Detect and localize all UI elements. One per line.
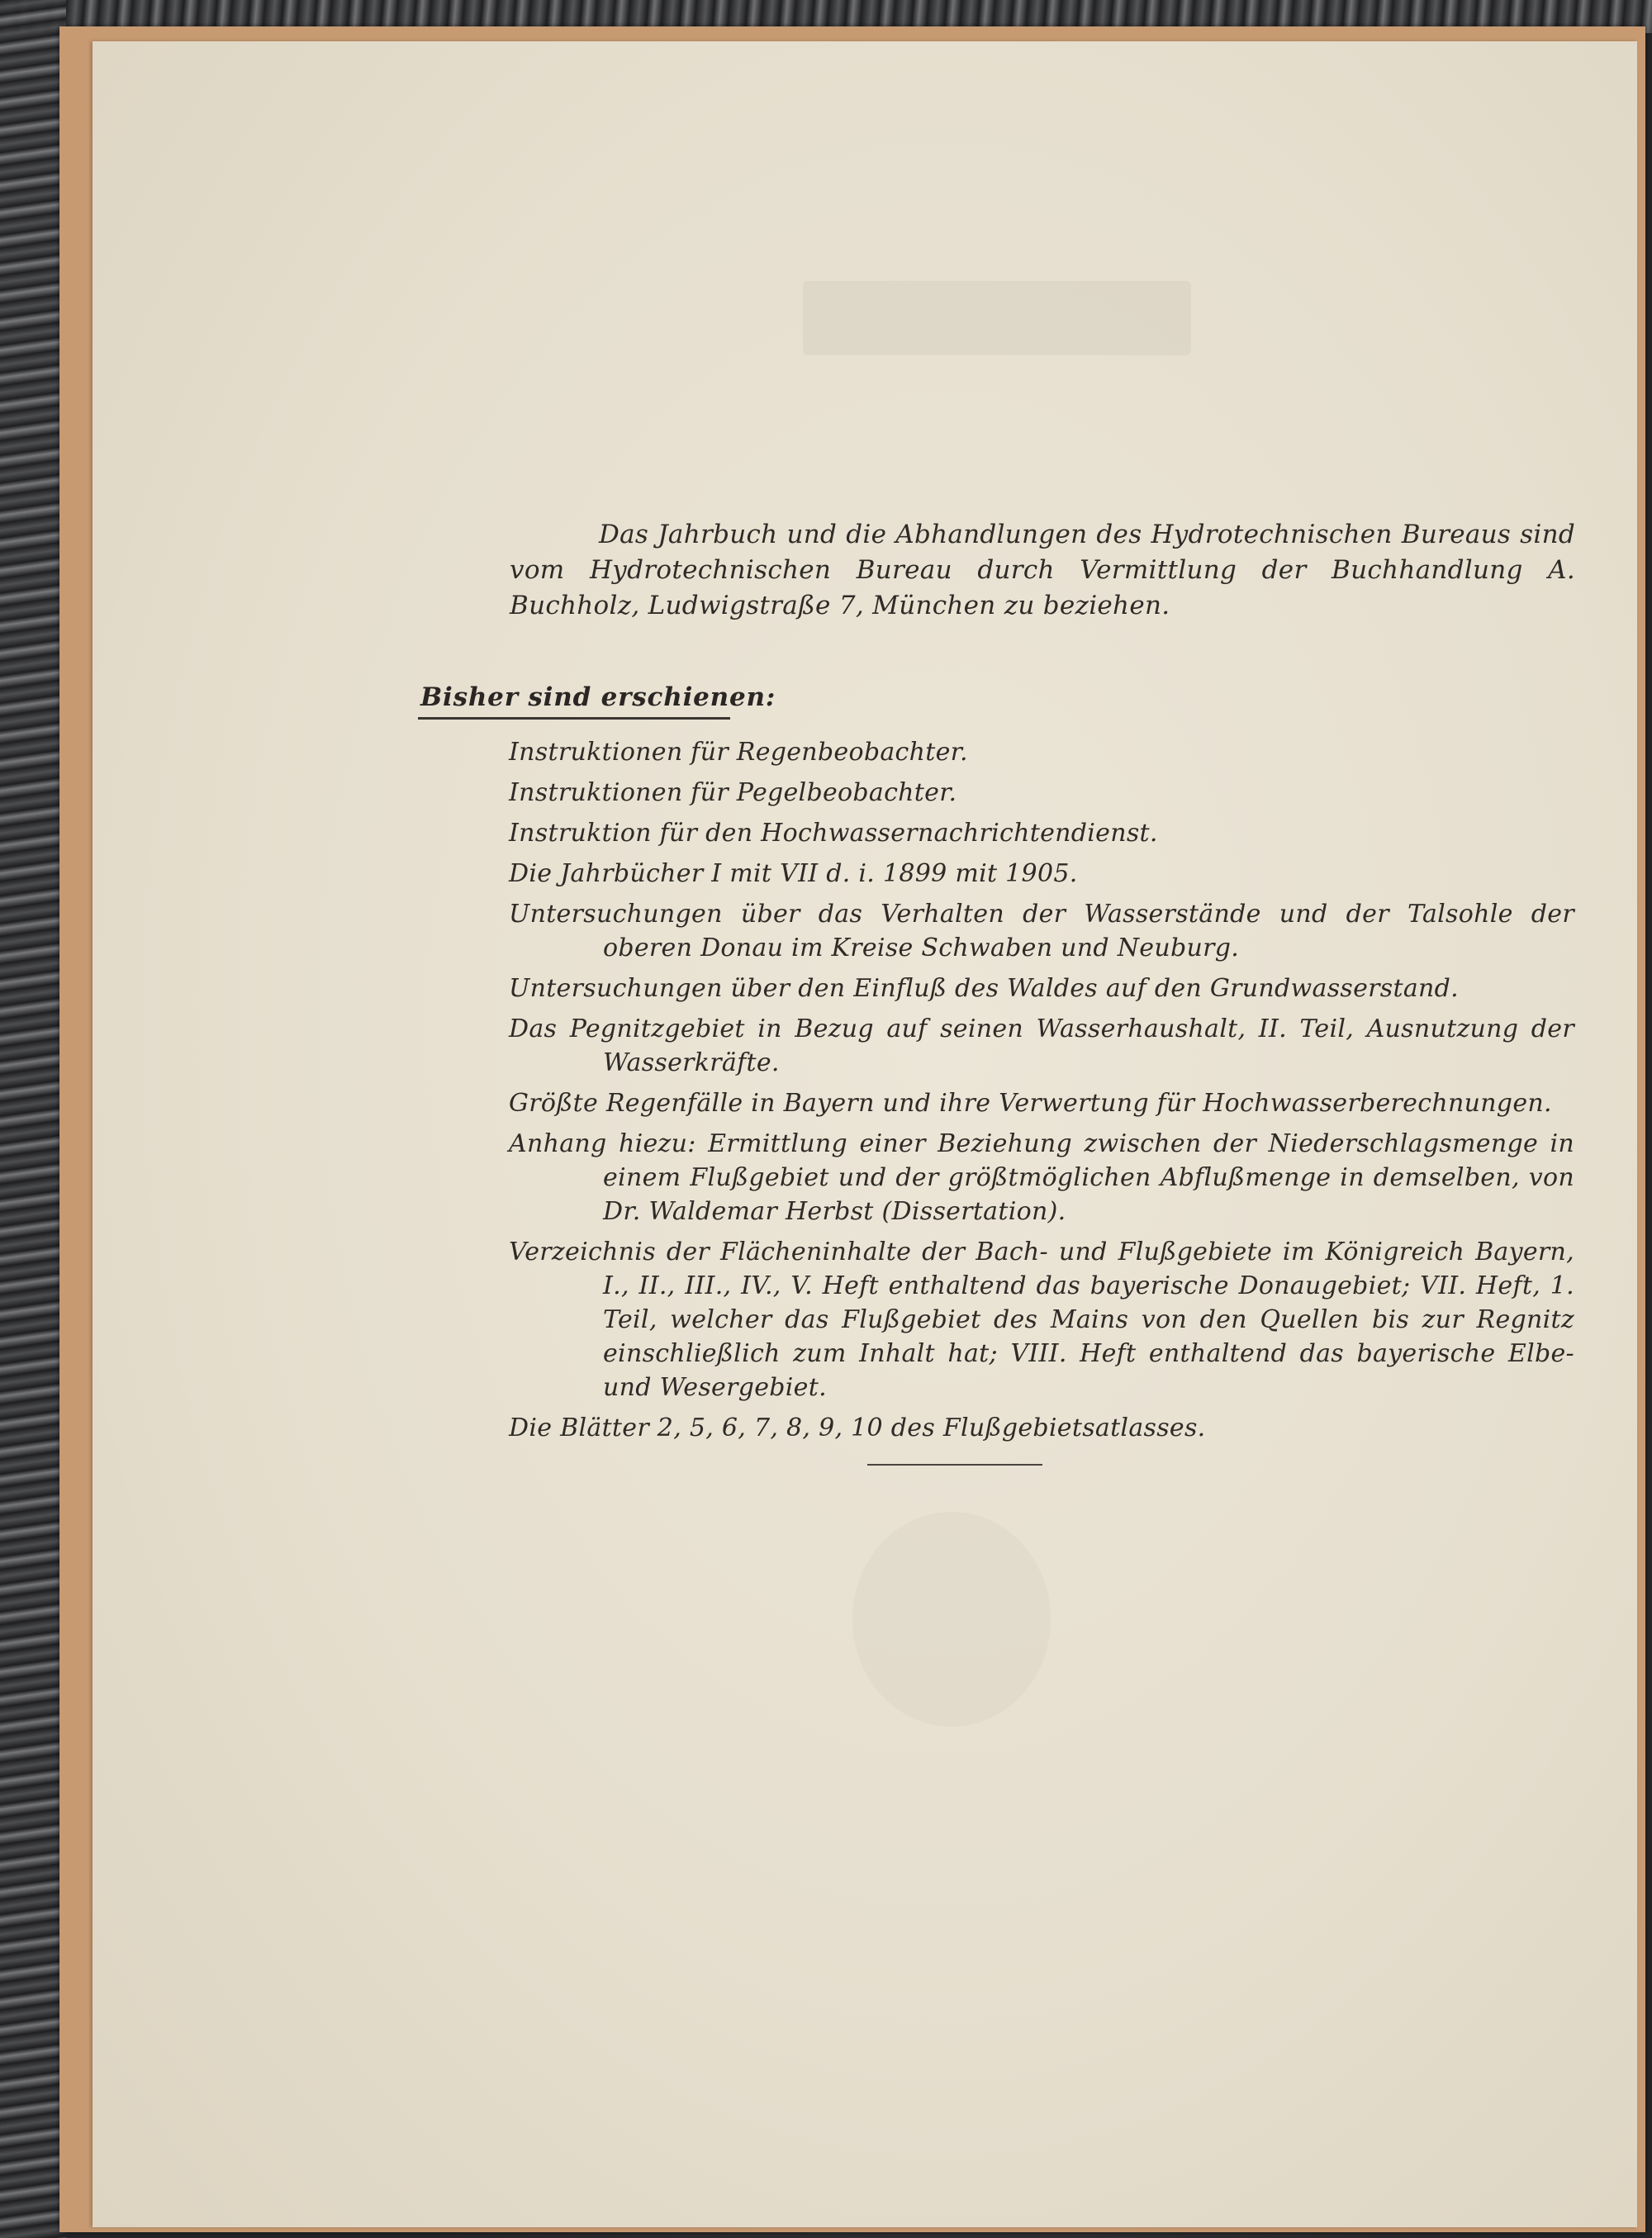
list-item: Die Jahrbücher I mit VII d. i. 1899 mit 1905.	[509, 859, 1078, 888]
section-heading: Bisher sind erschienen:	[420, 682, 776, 712]
book-page	[93, 41, 1637, 2227]
closing-rule	[867, 1464, 1042, 1466]
list-item: Instruktion für den Hochwassernachrichtendienst.	[509, 819, 1158, 848]
list-item: Untersuchungen über den Einfluß des Waldes auf den Grundwasserstand.	[509, 974, 1459, 1003]
heading-underline	[418, 717, 730, 720]
publication-list	[509, 735, 1574, 1452]
list-item: Verzeichnis der Flächeninhalte der Bach- und Flußgebiete im Königreich Bayern, I., II., III., IV., V. Heft enthaltend das bayerische Donaugebiet; VII. Heft, 1. Teil, welcher das Flußgebiet des Mains von den Quellen bis zur Regnitz einschließlich zum Inhalt hat; VIII. Heft enthaltend das bayerische Elbe- und Wesergebiet.	[509, 1238, 1574, 1402]
book-board-left-edge	[0, 0, 66, 2238]
list-item: Anhang hiezu: Ermittlung einer Beziehung zwischen der Niederschlagsmenge in einem Flußgebiet und der größtmöglichen Abflußmenge in demselben, von Dr. Waldemar Herbst (Dissertation).	[509, 1129, 1574, 1226]
list-item: Größte Regenfälle in Bayern und ihre Verwertung für Hochwasserberechnungen.	[509, 1089, 1552, 1118]
list-item: Instruktionen für Pegelbeobachter.	[509, 778, 957, 807]
show-through-title-block	[803, 281, 1191, 355]
list-item: Das Pegnitzgebiet in Bezug auf seinen Wasserhaushalt, II. Teil, Ausnutzung der Wasserkräfte.	[509, 1014, 1574, 1077]
list-item: Instruktionen für Regenbeobachter.	[509, 738, 968, 767]
intro-paragraph: Das Jahrbuch und die Abhandlungen des Hydrotechnischen Bureaus sind vom Hydrotechnischen Bureau durch Vermittlung der Buchhandlung A. Buchholz, Ludwigstraße 7, München zu beziehen.	[510, 520, 1575, 620]
list-item: Die Blätter 2, 5, 6, 7, 8, 9, 10 des Flußgebietsatlasses.	[509, 1414, 1206, 1442]
list-item: Untersuchungen über das Verhalten der Wasserstände und der Talsohle der oberen Donau im Kreise Schwaben und Neuburg.	[509, 900, 1574, 962]
show-through-emblem	[852, 1512, 1051, 1727]
